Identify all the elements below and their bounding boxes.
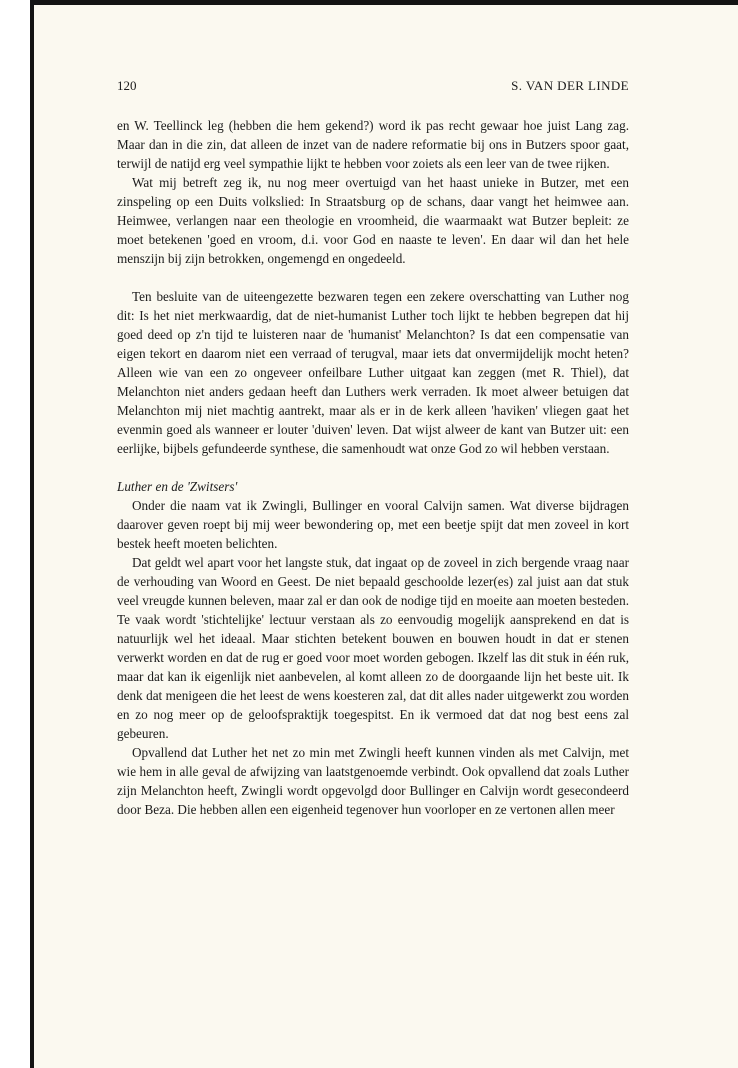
paragraph-opvallend: Opvallend dat Luther het net zo min met Zwingli heeft kunnen vinden als met Calvijn, met wie hem in alle geval de afwijzing van laatstgenoemde verbindt. Ook opvallend dat zoals Luther zijn Melanchton heeft, Zwingli wordt opgevolgd door Bullinger en Calvijn wordt gesecondeerd door Beza. Die hebben allen een eigenheid tegenover hun voorloper en ze vertonen allen meer xyxy=(117,745,629,817)
paragraph-straatsburg: Wat mij betreft zeg ik, nu nog meer overtuigd van het haast unieke in Butzer, met een zinspeling op een Duits volkslied: In Straatsburg op de schans, daar vangt het heimwee aan. Heimwee, verlangen naar een theologie en vroomheid, die waarmaakt wat Butzer bepleit: ze moet betekenen 'goed en vroom, d.i. voor God en naaste te leven'. En daar wil dan het hele menszijn bij zijn betrokken, ongemengd en ongedeeld. xyxy=(117,175,629,266)
paragraph-melanchton: Ten besluite van de uiteengezette bezwaren tegen een zekere overschatting van Luther nog dit: Is het niet merkwaardig, dat de niet-humanist Luther toch lijkt te hebben begrepen dat hij goed deed op z'n tijd te luisteren naar de 'humanist' Melanchton? Is dat een compensatie van eigen tekort en daarom niet een verraad of terugval, maar iets dat onvermijdelijk mocht heten? Alleen wie van een zo ongeveer onfeilbare Luther uitgaat kan zeggen (met R. Thiel), dat Melanchton niet anders gedaan heeft dan Luthers werk verraden. Ik moet alweer betuigen dat Melanchton mij niet machtig aantrekt, maar als er in de kerk alleen 'haviken' vliegen gaat het evenmin goed als wanneer er louter 'duiven' leven. Dat wijst alweer de kant van Butzer uit: een eerlijke, bijbels gefundeerde synthese, die samenhoudt wat onze God zo wil hebben verstaan. xyxy=(117,289,629,456)
paragraph-zwitsers-intro: Onder die naam vat ik Zwingli, Bullinger en vooral Calvijn samen. Wat diverse bijdragen daarover geven roept bij mij weer bewondering op, met een beetje spijt dat men zoveel in kort bestek heeft moeten belichten. xyxy=(117,498,629,551)
body-text xyxy=(117,116,629,819)
paragraph-continuation: en W. Teellinck leg (hebben die hem gekend?) word ik pas recht gewaar hoe juist Lang zag. Maar dan in die zin, dat alleen de inzet van de nadere reformatie bij ons in Butzers spoor gaat, terwijl de natijd erg veel sympathie lijkt te hebben voor zoiets als een leer van de twee rijken. xyxy=(117,118,629,171)
paragraph-woord-en-geest: Dat geldt wel apart voor het langste stuk, dat ingaat op de zoveel in zich bergende vraag naar de verhouding van Woord en Geest. De niet bepaald geschoolde lezer(es) zal juist aan dat stuk veel vreugde kunnen beleven, maar zal er dan ook de nodige tijd en moeite aan moeten besteden. Te vaak wordt 'stichtelijke' lectuur verstaan als zo eenvoudig mogelijk aansprekend en dat is natuurlijk wel het ideaal. Maar stichten betekent bouwen en bouwen houdt in dat er stenen verwerkt worden en dat de rug er goed voor moet worden gebogen. Ikzelf las dit stuk in één ruk, maar dat kan ik eigenlijk niet aanbevelen, al komt alleen zo de doorgaande lijn het beste uit. Ik denk dat menigeen die het leest de wens koesteren zal, dat dit alles nader uitgewerkt zou worden en zo nog meer op de geloofspraktijk toegespitst. En ik vermoed dat dat nog best eens zal gebeuren. xyxy=(117,555,629,741)
page-number: 120 xyxy=(117,78,137,93)
running-head: S. VAN DER LINDE xyxy=(511,78,629,93)
section-heading: Luther en de 'Zwitsers' xyxy=(117,479,238,494)
page-header xyxy=(117,78,629,98)
